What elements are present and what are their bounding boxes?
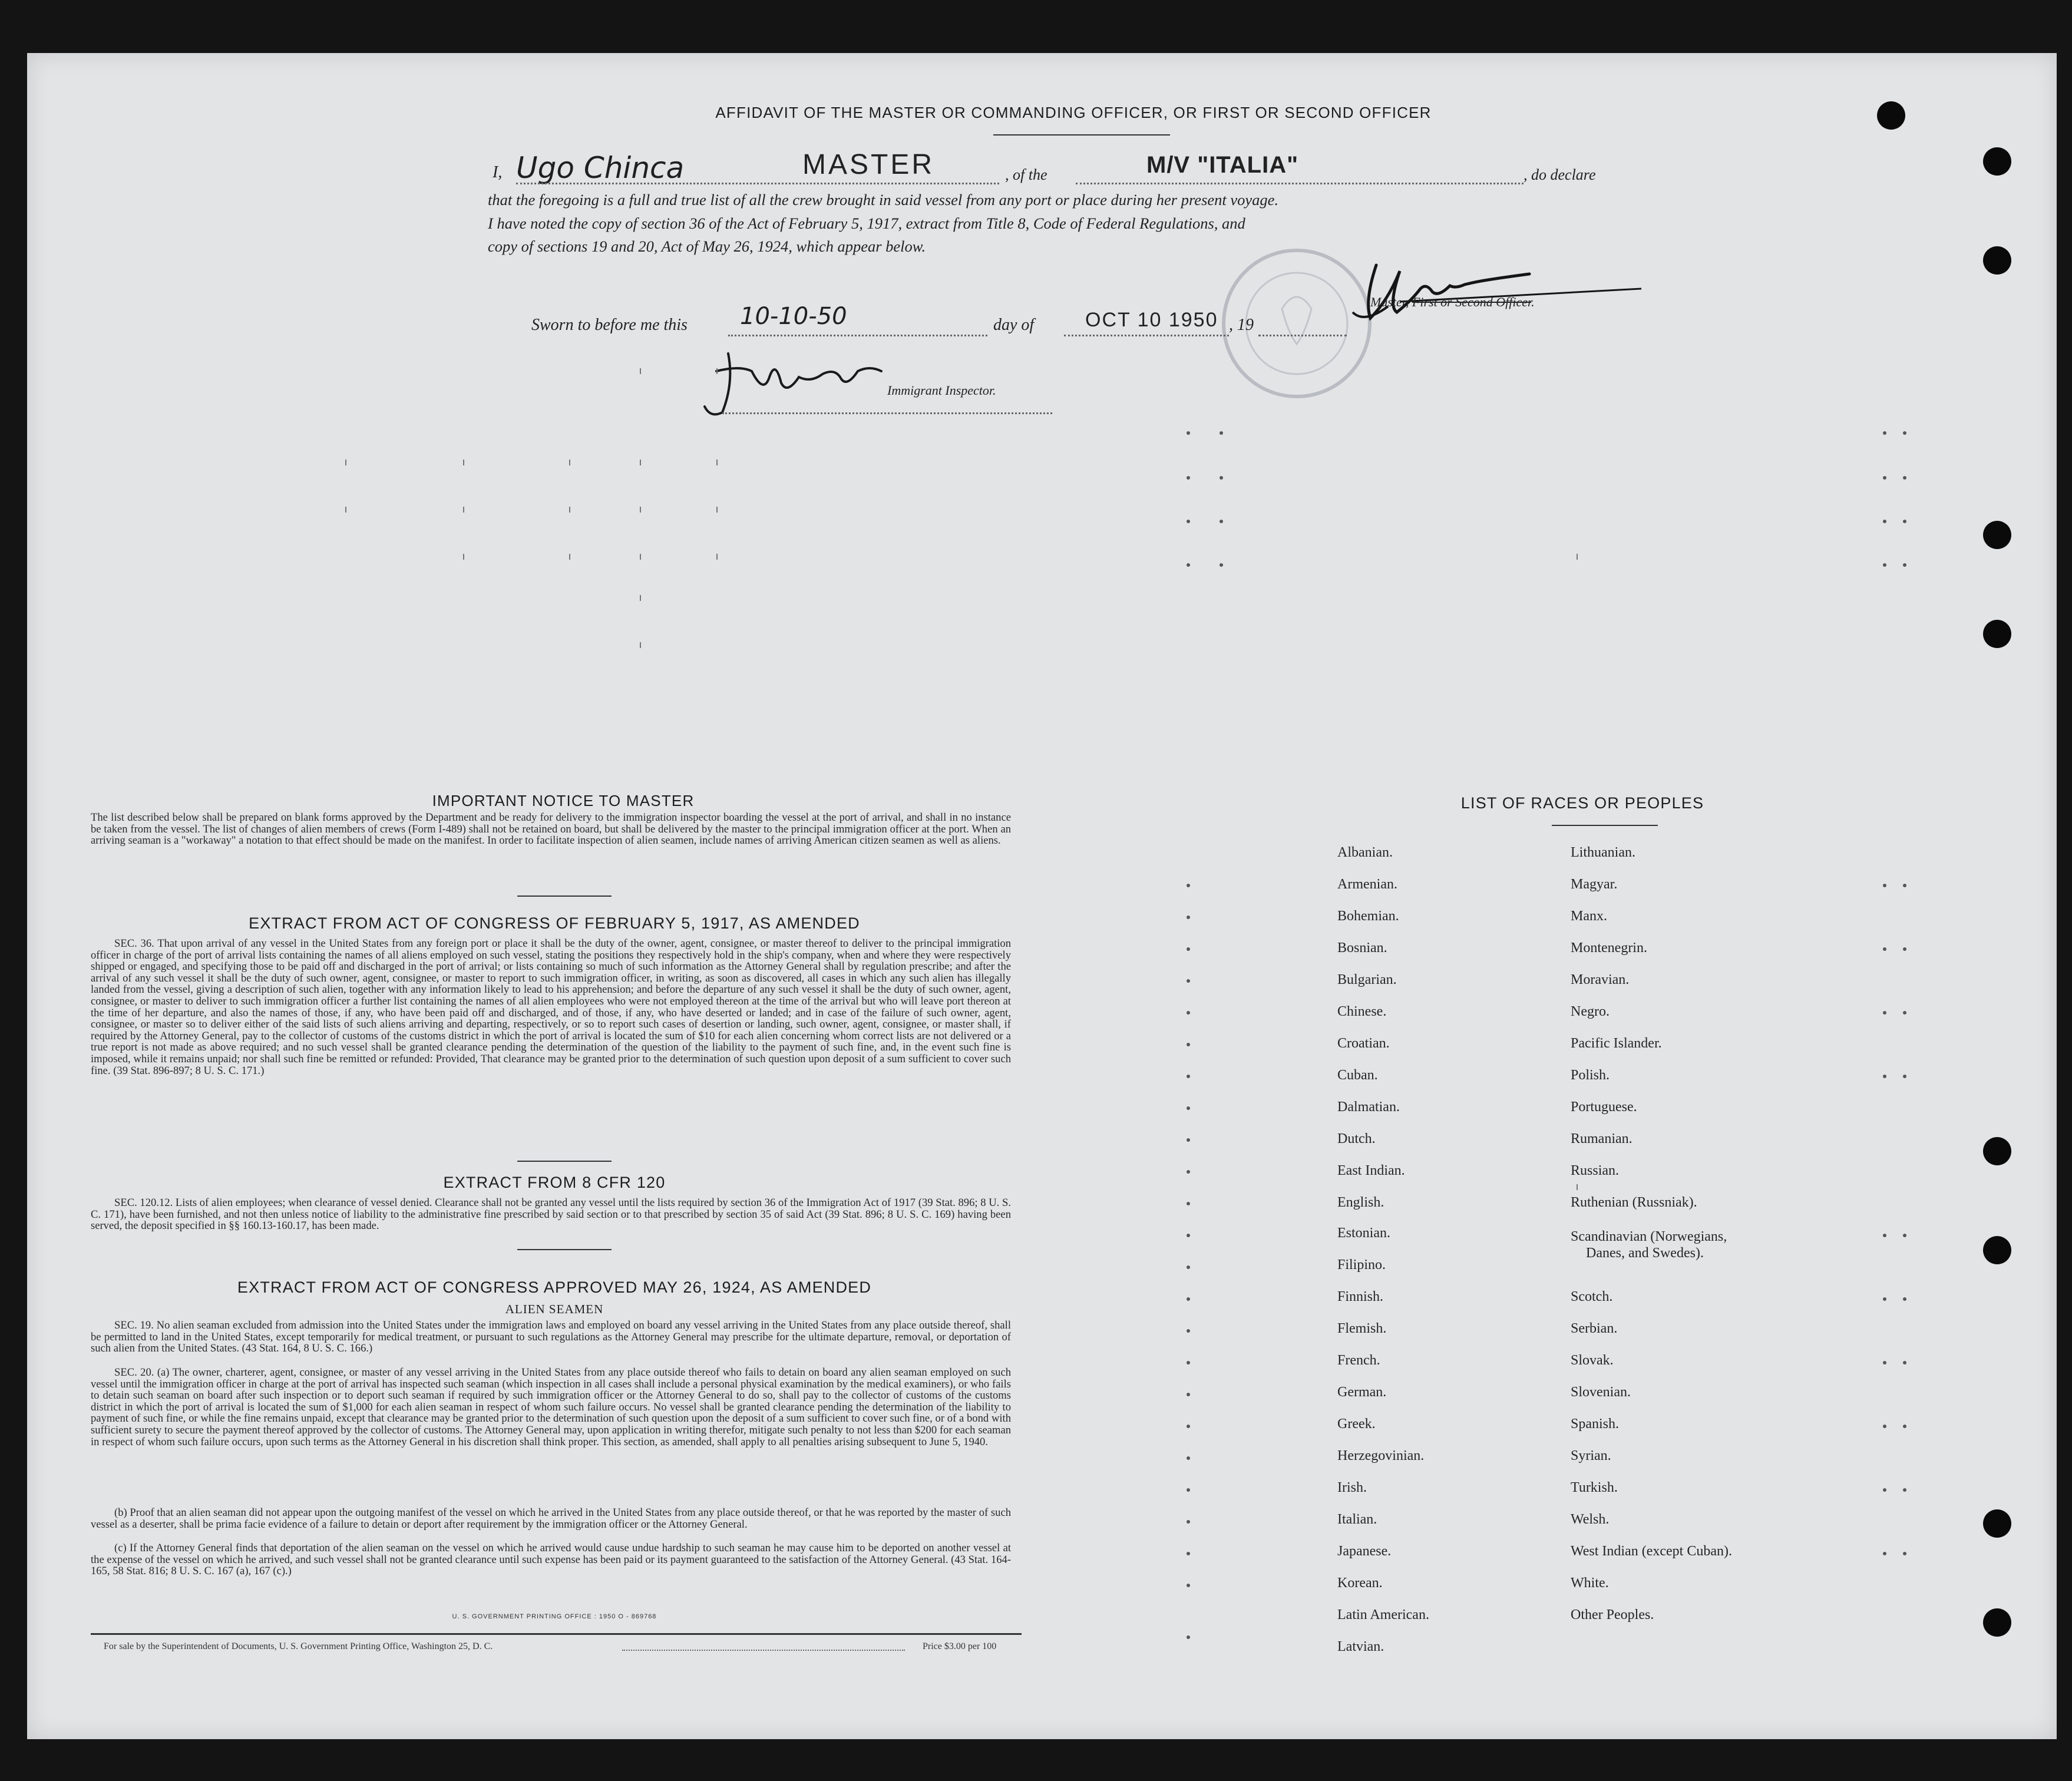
punch-hole xyxy=(1983,1608,2011,1637)
bleed-mark xyxy=(1883,476,1886,480)
race-item: Spanish. xyxy=(1571,1416,1620,1432)
bleed-mark xyxy=(1187,1297,1190,1301)
bleed-mark xyxy=(1187,1488,1190,1492)
race-item: Croatian. xyxy=(1337,1036,1390,1051)
bleed-mark xyxy=(1903,1552,1906,1555)
bleed-mark xyxy=(463,507,464,513)
bleed-mark xyxy=(1883,520,1886,523)
race-item: Welsh. xyxy=(1571,1512,1610,1527)
punch-hole xyxy=(1983,147,2011,176)
master-signature xyxy=(1341,247,1647,336)
affidavit-do-declare: , do declare xyxy=(1524,166,1596,183)
race-item: Irish. xyxy=(1337,1480,1367,1495)
race-item: Slovak. xyxy=(1571,1353,1614,1368)
master-title-stamp: MASTER xyxy=(802,149,935,180)
race-item: Portuguese. xyxy=(1571,1099,1637,1115)
signature-caption: Master, First or Second Officer. xyxy=(1370,295,1535,309)
race-item: Other Peoples. xyxy=(1571,1607,1654,1623)
bleed-mark xyxy=(1883,947,1886,951)
bleed-mark xyxy=(1577,554,1578,560)
sworn-date-handwritten: 10-10-50 xyxy=(740,303,847,330)
bleed-mark xyxy=(1903,1297,1906,1301)
extract-cfr-heading: EXTRACT FROM 8 CFR 120 xyxy=(443,1174,666,1191)
name-fill-line xyxy=(516,183,999,184)
document-sheet xyxy=(27,53,2057,1739)
race-item: German. xyxy=(1337,1385,1387,1400)
extract-1924-heading: EXTRACT FROM ACT OF CONGRESS APPROVED MAY 26, 1924, AS AMENDED xyxy=(237,1278,872,1296)
bleed-mark xyxy=(1903,431,1906,435)
race-item: Magyar. xyxy=(1571,877,1618,892)
race-item: Bohemian. xyxy=(1337,908,1399,924)
extract-1924-sec20a: SEC. 20. (a) The owner, charterer, agent, consignee, or master of any vessel arriving in the United States from any place outside thereof who fails to detain on board any alien seaman employed on such vessel until the immigration officer in charge at the port of arrival has inspected such seaman (which inspection in all cases shall include a personal physical examination by the medical examiners), or who fails to detain such seaman on board after such inspection or to deport such seaman if required by such immigration officer or the Attorney General to do so, shall pay to the collector of customs of the customs district in which the port of arrival is located the sum of $1,000 for each alien seaman in respect of whom such failure occurs. No vessel shall be granted clearance pending the determination of the liability to payment of such fine, or while the fine remains unpaid, except that clearance may be granted prior to the determination of such question upon the deposit of a sum sufficient to cover such fine, or of a bond with sufficient surety to secure the payment thereof approved by the collector of customs. The Attorney General may, upon application in writing therefor, mitigate such penalty to not less than $200 for each seaman in respect of whom such failure occurs, upon such terms as the Attorney General in his discretion shall think proper. This section, as amended, shall apply to all penalties arising subsequent to June 5, 1940. xyxy=(91,1366,1011,1448)
race-item: Greek. xyxy=(1337,1416,1376,1432)
vessel-fill-line xyxy=(1076,183,1524,184)
bleed-mark xyxy=(1883,563,1886,567)
bleed-mark xyxy=(1883,1552,1886,1555)
race-item: Estonian. xyxy=(1337,1225,1390,1241)
bleed-mark xyxy=(345,460,346,465)
master-name-handwritten: Ugo Chinca xyxy=(516,151,685,185)
bleed-mark xyxy=(569,554,570,560)
year-line xyxy=(1258,335,1347,336)
bleed-mark xyxy=(716,554,718,560)
punch-hole xyxy=(1983,521,2011,549)
bleed-mark xyxy=(1187,1456,1190,1460)
bleed-mark xyxy=(1903,1011,1906,1015)
affidavit-of-the: , of the xyxy=(1005,166,1047,183)
bleed-mark xyxy=(640,507,641,513)
notice-body: The list described below shall be prepared on blank forms approved by the Department and be ready for delivery to the immigration inspector boarding the vessel at the port of arrival, and shall in no instance be taken from the vessel. The list of changes of alien members of crews (Form I-489) shall not be retained on board, but shall be delivered by the master to the principal immigration officer at the port. When an arriving seaman is a "workaway" a notation to that effect should be made on the manifest. In order to facilitate inspection of alien seamen, include names of arriving American citizen seamen as well as aliens. xyxy=(91,811,1011,847)
bleed-mark xyxy=(1903,1075,1906,1078)
bleed-mark xyxy=(716,460,718,465)
bleed-mark xyxy=(1220,563,1223,567)
inspector-line xyxy=(722,412,1052,414)
bleed-mark xyxy=(1883,884,1886,887)
race-item: Montenegrin. xyxy=(1571,940,1647,956)
race-item: Polish. xyxy=(1571,1068,1610,1083)
footer-right: Price $3.00 per 100 xyxy=(923,1641,997,1651)
bleed-mark xyxy=(1220,476,1223,480)
race-item: Albanian. xyxy=(1337,845,1393,860)
race-item: Scandinavian (Norwegians, xyxy=(1571,1229,1727,1244)
race-item: Latvian. xyxy=(1337,1639,1384,1654)
race-item: Slovenian. xyxy=(1571,1385,1631,1400)
bleed-mark xyxy=(640,460,641,465)
bleed-mark xyxy=(1903,520,1906,523)
bleed-mark xyxy=(1220,431,1223,435)
bleed-mark xyxy=(1187,1361,1190,1364)
race-item: West Indian (except Cuban). xyxy=(1571,1544,1732,1559)
section-rule xyxy=(517,896,612,897)
section-rule xyxy=(517,1161,612,1162)
bleed-mark xyxy=(716,368,718,374)
race-item: Lithuanian. xyxy=(1571,845,1635,860)
race-item: White. xyxy=(1571,1575,1609,1591)
bleed-mark xyxy=(1883,1361,1886,1364)
footer-leader xyxy=(622,1650,905,1651)
bleed-mark xyxy=(1187,979,1190,983)
race-item: Korean. xyxy=(1337,1575,1383,1591)
bleed-mark xyxy=(1903,1234,1906,1237)
race-item: Dutch. xyxy=(1337,1131,1376,1146)
affidavit-line-2: that the foregoing is a full and true list of all the crew brought in said vessel from any port or place during her present voyage. xyxy=(488,191,1279,209)
bleed-mark xyxy=(1187,1520,1190,1524)
race-item: Chinese. xyxy=(1337,1004,1387,1019)
race-item: Rumanian. xyxy=(1571,1131,1633,1146)
punch-hole xyxy=(1983,1236,2011,1264)
bleed-mark xyxy=(1883,1234,1886,1237)
bleed-mark xyxy=(1187,1106,1190,1110)
section-rule xyxy=(517,1249,612,1250)
punch-hole xyxy=(1983,246,2011,275)
bleed-mark xyxy=(1187,1584,1190,1587)
bleed-mark xyxy=(1883,1075,1886,1078)
bleed-mark xyxy=(1187,1329,1190,1333)
extract-1917-body: SEC. 36. That upon arrival of any vessel in the United States from any foreign port or place it shall be the duty of the owner, agent, consignee, or master thereof to deliver to the principal immigration officer in charge of the port of arrival lists containing the names of all aliens employed on such vessel, stating the positions they respectively hold in the ship's company, when and where they were respectively shipped or engaged, and specifying those to be paid off and discharged in the port of arrival; or lists containing so much of such information as the Attorney General shall by regulation prescribe; and after the arrival of any such vessel it shall be the duty of such owner, agent, consignee, or master to report to such immigration officer, in writing, as soon as discovered, all cases in which any such alien has illegally landed from the vessel, giving a description of such alien, together with any information likely to lead to his apprehension; and before the departure of any such vessel it shall be the duty of such owner, agent, consignee, or master to deliver to such immigration officer a further list containing the names of all alien employees who were not employed thereon at the time of the arrival but who will leave port thereon at the time of her departure, and also the names of those, if any, who have been paid off and discharged, and of those, if any, who have deserted or landed; and in case of the failure of such owner, agent, consignee, or master so to deliver either of the said lists of such aliens arriving and departing, respectively, or so to report such cases of desertion or landing, such owner, agent, consignee, or master shall, if required by the Attorney General, pay to the collector of customs of the customs district in which the port of arrival is located the sum of $10 for each alien concerning whom correct lists are not delivered or a true report is not made as above required; and no such vessel shall be granted clearance pending the determination of the question of the liability to the payment of such fine, and, in the event such fine is imposed, while it remains unpaid; nor shall such fine be remitted or refunded: Provided, That clearance may be granted prior to the determination of such question upon deposit of a sum sufficient to cover such fine. (39 Stat. 896-897; 8 U. S. C. 171.) xyxy=(91,937,1011,1077)
bleed-mark xyxy=(1903,563,1906,567)
bleed-mark xyxy=(1220,520,1223,523)
month-line xyxy=(1064,335,1229,336)
race-item: Negro. xyxy=(1571,1004,1610,1019)
affidavit-i-label: I, xyxy=(493,163,503,181)
bleed-mark xyxy=(1577,1184,1578,1190)
date-stamp: OCT 10 1950 xyxy=(1085,309,1218,331)
race-item: Turkish. xyxy=(1571,1480,1618,1495)
bleed-mark xyxy=(1187,1011,1190,1015)
race-item: Italian. xyxy=(1337,1512,1377,1527)
bleed-mark xyxy=(1883,1297,1886,1301)
bleed-mark xyxy=(1187,476,1190,480)
bleed-mark xyxy=(640,368,641,374)
bleed-mark xyxy=(1187,1393,1190,1396)
race-item: Japanese. xyxy=(1337,1544,1392,1559)
bleed-mark xyxy=(345,507,346,513)
extract-1924-sec20c: (c) If the Attorney General finds that deportation of the alien seaman on the vessel on which he arrived would cause undue hardship to such seaman he may cause him to be deported on another vessel at the expense of the vessel on which he arrived, and such vessel shall not be granted clearance until such expense has been paid or its payment guaranteed to the satisfaction of the Attorney General. (43 Stat. 164-165, 58 Stat. 816; 8 U. S. C. 167 (a), 167 (c).) xyxy=(91,1542,1011,1578)
bleed-mark xyxy=(1903,1488,1906,1492)
race-item: Ruthenian (Russniak). xyxy=(1571,1195,1697,1210)
race-item: East Indian. xyxy=(1337,1163,1405,1178)
bleed-mark xyxy=(1187,1043,1190,1046)
year-suffix: , 19 xyxy=(1229,316,1254,334)
bleed-mark xyxy=(1187,431,1190,435)
bleed-mark xyxy=(640,554,641,560)
bleed-mark xyxy=(1187,1202,1190,1205)
bleed-mark xyxy=(1187,563,1190,567)
bleed-mark xyxy=(1187,1234,1190,1237)
sworn-label: Sworn to before me this xyxy=(531,316,688,334)
race-item: Bosnian. xyxy=(1337,940,1387,956)
race-item: Cuban. xyxy=(1337,1068,1378,1083)
bleed-mark xyxy=(1903,947,1906,951)
bleed-mark xyxy=(1187,1170,1190,1174)
bleed-mark xyxy=(1883,1425,1886,1428)
extract-1924-sec19: SEC. 19. No alien seaman excluded from admission into the United States under the immigration laws and employed on board any vessel arriving in the United States from any place outside thereof, shall be permitted to land in the United States, except temporarily for medical treatment, or pursuant to such regulations as the Attorney General may prescribe for the ultimate departure, removal, or deportation of such alien from the United States. (43 Stat. 164, 8 U. S. C. 166.) xyxy=(91,1319,1011,1355)
affidavit-line-4: copy of sections 19 and 20, Act of May 26, 1924, which appear below. xyxy=(488,237,926,255)
struck-officer-label: First or Second Officer xyxy=(1412,295,1532,309)
race-item: Scotch. xyxy=(1571,1289,1613,1304)
race-item: Finnish. xyxy=(1337,1289,1384,1304)
extract-1924-sec20b: (b) Proof that an alien seaman did not appear upon the outgoing manifest of the vessel on which he arrived in the United States from any place outside thereof, or that he was reported by the master of such vessel as a deserter, shall be prima facie evidence of a failure to detain or deport after requirement by the immigration officer or the Attorney General. xyxy=(91,1506,1011,1531)
bleed-mark xyxy=(1187,1075,1190,1078)
race-item: Pacific Islander. xyxy=(1571,1036,1662,1051)
bleed-mark xyxy=(569,460,570,465)
race-item: Flemish. xyxy=(1337,1321,1387,1336)
race-item: English. xyxy=(1337,1195,1384,1210)
sworn-date-line xyxy=(728,335,987,336)
race-item: Herzegovinian. xyxy=(1337,1448,1425,1463)
inspector-caption: Immigrant Inspector. xyxy=(887,383,996,398)
punch-hole xyxy=(1983,1137,2011,1165)
race-item: Bulgarian. xyxy=(1337,972,1397,987)
race-item: Danes, and Swedes). xyxy=(1586,1245,1704,1261)
race-item: Syrian. xyxy=(1571,1448,1611,1463)
races-heading: LIST OF RACES OR PEOPLES xyxy=(1460,794,1704,812)
punch-hole xyxy=(1983,620,2011,648)
bleed-mark xyxy=(1903,1425,1906,1428)
race-item: Serbian. xyxy=(1571,1321,1618,1336)
footer-left: For sale by the Superintendent of Documents, U. S. Government Printing Office, Washington 25, D. C. xyxy=(104,1641,493,1651)
heading-rule xyxy=(993,134,1170,136)
race-item: Russian. xyxy=(1571,1163,1620,1178)
race-item: Moravian. xyxy=(1571,972,1630,987)
day-of-label: day of xyxy=(993,316,1035,334)
bleed-mark xyxy=(1187,884,1190,887)
bleed-mark xyxy=(1903,1361,1906,1364)
race-item: Dalmatian. xyxy=(1337,1099,1400,1115)
bleed-mark xyxy=(1187,1138,1190,1142)
bleed-mark xyxy=(1187,1552,1190,1555)
notice-heading: IMPORTANT NOTICE TO MASTER xyxy=(432,792,695,809)
punch-hole xyxy=(1877,101,1905,130)
bleed-mark xyxy=(1187,1265,1190,1269)
race-item: Filipino. xyxy=(1337,1257,1386,1273)
alien-seamen-subheading: ALIEN SEAMEN xyxy=(505,1302,604,1316)
bleed-mark xyxy=(640,642,641,648)
bleed-mark xyxy=(1883,1488,1886,1492)
bleed-mark xyxy=(1187,1425,1190,1428)
bleed-mark xyxy=(1187,1635,1190,1639)
race-item: French. xyxy=(1337,1353,1380,1368)
bleed-mark xyxy=(1883,1011,1886,1015)
bleed-mark xyxy=(1187,520,1190,523)
affidavit-heading: AFFIDAVIT OF THE MASTER OR COMMANDING OFFICER, OR FIRST OR SECOND OFFICER xyxy=(715,104,1432,121)
gpo-imprint: U. S. GOVERNMENT PRINTING OFFICE : 1950 O - 869768 xyxy=(452,1613,657,1620)
bleed-mark xyxy=(1903,476,1906,480)
bleed-mark xyxy=(1883,431,1886,435)
bleed-mark xyxy=(716,507,718,513)
race-item: Armenian. xyxy=(1337,877,1397,892)
bleed-mark xyxy=(640,595,641,601)
bleed-mark xyxy=(1903,884,1906,887)
bleed-mark xyxy=(463,554,464,560)
races-rule xyxy=(1552,825,1658,826)
bleed-mark xyxy=(1187,916,1190,919)
bleed-mark xyxy=(1187,947,1190,951)
footer-rule xyxy=(91,1633,1022,1635)
extract-cfr-body: SEC. 120.12. Lists of alien employees; when clearance of vessel denied. Clearance shall not be granted any vessel until the lists required by section 36 of the Immigration Act of 1917 (39 Stat. 896; 8 U. S. C. 171), have been furnished, and not then unless notice of liability to the administrative fine prescribed by said section or to that prescribed by section 35 of said Act (39 Stat. 896; 8 U. S. C. 169) having been served, the deposit specified in §§ 160.13-160.17, has been made. xyxy=(91,1197,1011,1233)
bleed-mark xyxy=(569,507,570,513)
affidavit-line-3: I have noted the copy of section 36 of the Act of February 5, 1917, extract from Title 8, Code of Federal Regulations, and xyxy=(488,214,1245,232)
race-item: Latin American. xyxy=(1337,1607,1429,1623)
bleed-mark xyxy=(463,460,464,465)
extract-1917-heading: EXTRACT FROM ACT OF CONGRESS OF FEBRUARY 5, 1917, AS AMENDED xyxy=(249,914,860,932)
vessel-name-stamp: M/V "ITALIA" xyxy=(1146,152,1299,178)
punch-hole xyxy=(1983,1509,2011,1538)
race-item: Manx. xyxy=(1571,908,1607,924)
